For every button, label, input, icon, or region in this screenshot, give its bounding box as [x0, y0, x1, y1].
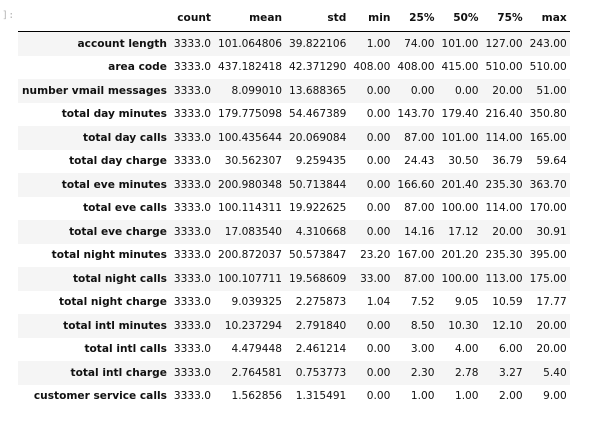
- cell-50-percent: 4.00: [454, 343, 479, 356]
- table-body: [18, 32, 570, 409]
- index-header-cell: [18, 4, 170, 32]
- cell-max: 20.00: [536, 319, 567, 332]
- cell-std: 39.822106: [289, 37, 347, 50]
- cell-min: 1.04: [366, 296, 391, 309]
- cell-50-percent: 0.00: [454, 84, 479, 97]
- cell-std: 9.259435: [295, 155, 347, 168]
- cell-std: 50.573847: [289, 249, 347, 262]
- cell-25-percent: 7.52: [410, 296, 435, 309]
- cell-75-percent: 114.00: [485, 202, 523, 215]
- table-row: [18, 173, 570, 197]
- cell-75-percent: 20.00: [492, 225, 523, 238]
- column-header-25-percent: 25%: [393, 4, 437, 32]
- table-row: [18, 338, 570, 362]
- row-label: account length: [77, 37, 167, 50]
- cell-50-percent: 100.00: [441, 202, 479, 215]
- cell-count: 3333.0: [173, 390, 211, 403]
- cell-count: 3333.0: [173, 155, 211, 168]
- table-row: [18, 267, 570, 291]
- cell-max: 17.77: [536, 296, 567, 309]
- cell-count: 3333.0: [173, 37, 211, 50]
- table-row: [18, 32, 570, 56]
- cell-25-percent: 24.43: [404, 155, 435, 168]
- table-row: [18, 79, 570, 103]
- cell-min: 408.00: [353, 61, 391, 74]
- cell-std: 20.069084: [289, 131, 347, 144]
- cell-max: 350.80: [529, 108, 567, 121]
- cell-25-percent: 408.00: [397, 61, 435, 74]
- cell-max: 395.00: [529, 249, 567, 262]
- cell-min: 33.00: [360, 272, 391, 285]
- row-label: total night calls: [72, 272, 167, 285]
- row-label: number vmail messages: [22, 84, 167, 97]
- cell-50-percent: 101.00: [441, 131, 479, 144]
- cell-mean: 1.562856: [231, 390, 283, 403]
- row-label: total day charge: [69, 155, 167, 168]
- cell-output-prompt: ]:: [2, 10, 15, 21]
- cell-min: 0.00: [366, 319, 391, 332]
- cell-min: 0.00: [366, 366, 391, 379]
- cell-count: 3333.0: [173, 108, 211, 121]
- cell-min: 0.00: [366, 131, 391, 144]
- cell-min: 0.00: [366, 343, 391, 356]
- row-label: total night minutes: [51, 249, 167, 262]
- cell-mean: 10.237294: [224, 319, 283, 332]
- cell-count: 3333.0: [173, 225, 211, 238]
- column-header-75-percent: 75%: [482, 4, 526, 32]
- cell-50-percent: 100.00: [441, 272, 479, 285]
- cell-mean: 200.980348: [217, 178, 283, 191]
- cell-25-percent: 87.00: [404, 272, 435, 285]
- cell-25-percent: 1.00: [410, 390, 435, 403]
- cell-output-area: [18, 4, 567, 408]
- cell-25-percent: 167.00: [397, 249, 435, 262]
- row-label: total eve calls: [83, 202, 167, 215]
- table-row: [18, 197, 570, 221]
- table-header: [18, 4, 570, 32]
- cell-min: 0.00: [366, 390, 391, 403]
- table-row: [18, 385, 570, 409]
- cell-25-percent: 166.60: [397, 178, 435, 191]
- cell-min: 0.00: [366, 178, 391, 191]
- cell-max: 243.00: [529, 37, 567, 50]
- cell-min: 23.20: [360, 249, 391, 262]
- cell-25-percent: 3.00: [410, 343, 435, 356]
- cell-std: 0.753773: [295, 366, 347, 379]
- row-label: total night charge: [59, 296, 167, 309]
- cell-50-percent: 101.00: [441, 37, 479, 50]
- cell-25-percent: 2.30: [410, 366, 435, 379]
- cell-std: 2.275873: [295, 296, 347, 309]
- cell-min: 0.00: [366, 155, 391, 168]
- table-row: [18, 126, 570, 150]
- cell-max: 20.00: [536, 343, 567, 356]
- cell-max: 165.00: [529, 131, 567, 144]
- column-header-count: count: [170, 4, 214, 32]
- cell-50-percent: 201.20: [441, 249, 479, 262]
- cell-max: 9.00: [543, 390, 567, 403]
- cell-max: 510.00: [529, 61, 567, 74]
- cell-std: 54.467389: [289, 108, 347, 121]
- cell-count: 3333.0: [173, 131, 211, 144]
- cell-50-percent: 9.05: [454, 296, 479, 309]
- cell-std: 19.922625: [289, 202, 347, 215]
- table-row: [18, 56, 570, 80]
- cell-max: 59.64: [536, 155, 567, 168]
- cell-75-percent: 113.00: [485, 272, 523, 285]
- cell-50-percent: 1.00: [454, 390, 479, 403]
- cell-mean: 179.775098: [217, 108, 283, 121]
- cell-count: 3333.0: [173, 272, 211, 285]
- row-label: total day minutes: [61, 108, 167, 121]
- cell-max: 5.40: [543, 366, 567, 379]
- cell-50-percent: 201.40: [441, 178, 479, 191]
- cell-min: 0.00: [366, 225, 391, 238]
- row-label: total intl minutes: [63, 319, 167, 332]
- cell-75-percent: 235.30: [485, 249, 523, 262]
- cell-count: 3333.0: [173, 343, 211, 356]
- cell-count: 3333.0: [173, 202, 211, 215]
- row-label: area code: [108, 61, 167, 74]
- cell-mean: 437.182418: [217, 61, 283, 74]
- row-label: total intl calls: [84, 343, 167, 356]
- cell-25-percent: 74.00: [404, 37, 435, 50]
- cell-mean: 9.039325: [231, 296, 283, 309]
- table-row: [18, 291, 570, 315]
- cell-50-percent: 415.00: [441, 61, 479, 74]
- table-row: [18, 244, 570, 268]
- cell-25-percent: 8.50: [410, 319, 435, 332]
- cell-min: 0.00: [366, 84, 391, 97]
- header-row: [18, 4, 570, 32]
- cell-max: 170.00: [529, 202, 567, 215]
- cell-min: 0.00: [366, 108, 391, 121]
- cell-50-percent: 179.40: [441, 108, 479, 121]
- table-row: [18, 103, 570, 127]
- cell-25-percent: 87.00: [404, 202, 435, 215]
- cell-std: 50.713844: [289, 178, 347, 191]
- cell-count: 3333.0: [173, 319, 211, 332]
- column-header-std: std: [285, 4, 349, 32]
- table-row: [18, 361, 570, 385]
- cell-50-percent: 10.30: [448, 319, 479, 332]
- cell-std: 2.791840: [295, 319, 347, 332]
- cell-max: 51.00: [536, 84, 567, 97]
- cell-25-percent: 14.16: [404, 225, 435, 238]
- cell-50-percent: 30.50: [448, 155, 479, 168]
- cell-mean: 2.764581: [231, 366, 283, 379]
- cell-std: 1.315491: [295, 390, 347, 403]
- cell-75-percent: 114.00: [485, 131, 523, 144]
- cell-min: 0.00: [366, 202, 391, 215]
- cell-max: 30.91: [536, 225, 567, 238]
- cell-mean: 30.562307: [224, 155, 283, 168]
- cell-count: 3333.0: [173, 178, 211, 191]
- cell-25-percent: 87.00: [404, 131, 435, 144]
- cell-mean: 8.099010: [231, 84, 283, 97]
- cell-75-percent: 127.00: [485, 37, 523, 50]
- cell-75-percent: 3.27: [499, 366, 523, 379]
- cell-25-percent: 0.00: [410, 84, 435, 97]
- cell-std: 2.461214: [295, 343, 347, 356]
- cell-count: 3333.0: [173, 366, 211, 379]
- cell-75-percent: 2.00: [499, 390, 523, 403]
- describe-dataframe-table: [18, 4, 570, 408]
- cell-75-percent: 6.00: [499, 343, 523, 356]
- cell-75-percent: 235.30: [485, 178, 523, 191]
- cell-max: 175.00: [529, 272, 567, 285]
- cell-25-percent: 143.70: [397, 108, 435, 121]
- column-header-min: min: [349, 4, 393, 32]
- column-header-max: max: [526, 4, 570, 32]
- cell-75-percent: 216.40: [485, 108, 523, 121]
- cell-max: 363.70: [529, 178, 567, 191]
- cell-50-percent: 17.12: [448, 225, 479, 238]
- cell-75-percent: 20.00: [492, 84, 523, 97]
- cell-std: 13.688365: [289, 84, 347, 97]
- cell-75-percent: 36.79: [492, 155, 523, 168]
- row-label: total eve minutes: [61, 178, 167, 191]
- cell-count: 3333.0: [173, 84, 211, 97]
- row-label: total intl charge: [70, 366, 167, 379]
- cell-75-percent: 510.00: [485, 61, 523, 74]
- cell-mean: 200.872037: [217, 249, 283, 262]
- cell-mean: 100.114311: [217, 202, 283, 215]
- cell-min: 1.00: [366, 37, 391, 50]
- table-row: [18, 220, 570, 244]
- cell-std: 4.310668: [295, 225, 347, 238]
- cell-std: 19.568609: [289, 272, 347, 285]
- cell-mean: 4.479448: [231, 343, 283, 356]
- column-header-50-percent: 50%: [437, 4, 481, 32]
- cell-count: 3333.0: [173, 61, 211, 74]
- column-header-mean: mean: [214, 4, 285, 32]
- cell-50-percent: 2.78: [454, 366, 479, 379]
- cell-mean: 17.083540: [224, 225, 283, 238]
- row-label: total eve charge: [69, 225, 167, 238]
- cell-mean: 101.064806: [217, 37, 283, 50]
- cell-mean: 100.107711: [217, 272, 283, 285]
- row-label: customer service calls: [33, 390, 167, 403]
- cell-std: 42.371290: [289, 61, 347, 74]
- table-row: [18, 150, 570, 174]
- cell-count: 3333.0: [173, 249, 211, 262]
- cell-75-percent: 12.10: [492, 319, 523, 332]
- cell-count: 3333.0: [173, 296, 211, 309]
- cell-75-percent: 10.59: [492, 296, 523, 309]
- cell-mean: 100.435644: [217, 131, 283, 144]
- row-label: total day calls: [83, 131, 167, 144]
- table-row: [18, 314, 570, 338]
